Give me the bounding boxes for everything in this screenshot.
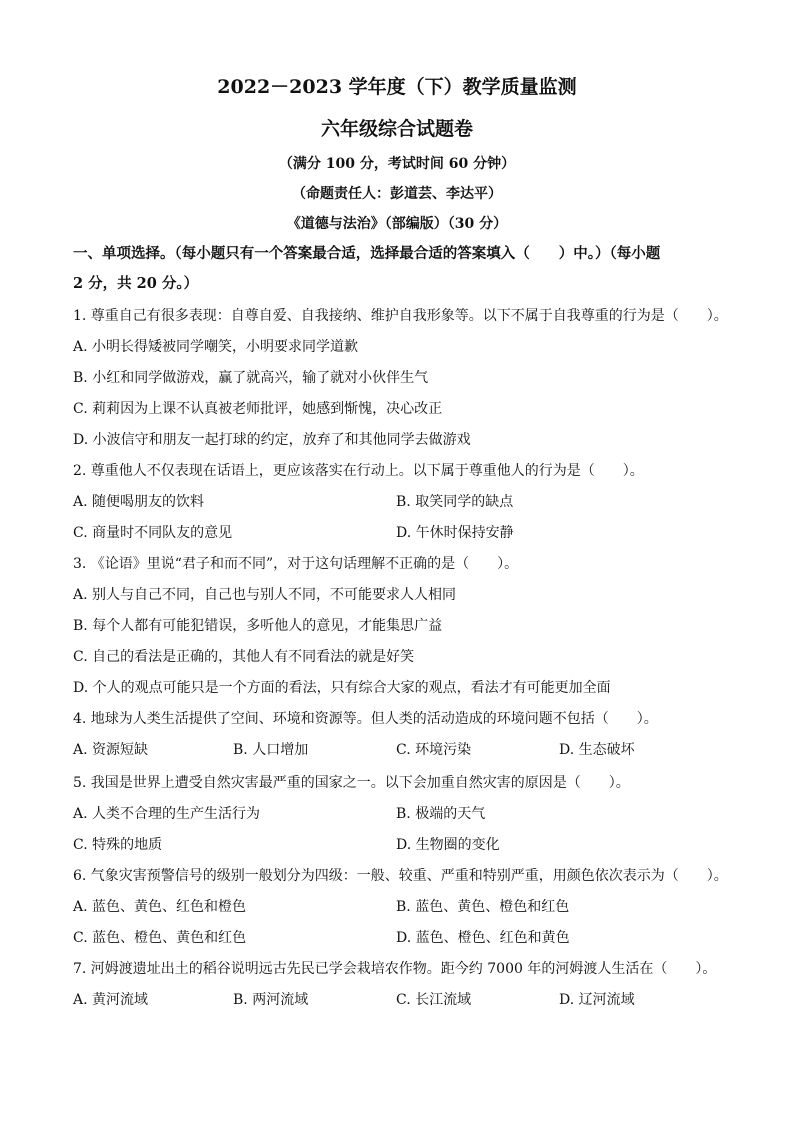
- question-stem: 6. 气象灾害预警信号的级别一般划分为四级：一般、较重、严重和特别严重，用颜色依次表示为（ ）。: [73, 868, 728, 884]
- option: C. 商量时不同队友的意见: [73, 525, 233, 541]
- option: A. 人类不合理的生产生活行为: [73, 806, 261, 822]
- question-stem: 3. 《论语》里说“君子和而不同”，对于这句话理解不正确的是（ ）。: [73, 556, 519, 572]
- option: B. 极端的天气: [396, 806, 486, 822]
- question-stem: 2. 尊重他人不仅表现在话语上，更应该落实在行动上。以下属于尊重他人的行为是（ ）。: [73, 463, 644, 479]
- option-row: [73, 897, 753, 917]
- option: B. 每个人都有可能犯错误，多听他人的意见，才能集思广益: [73, 618, 443, 634]
- responsible-note: （命题责任人：彭道芸、李达平）: [292, 186, 502, 202]
- option-row: [73, 740, 753, 760]
- option: A. 小明长得矮被同学嘲笑，小明要求同学道歉: [73, 339, 359, 355]
- option: D. 蓝色、橙色、红色和黄色: [396, 930, 570, 946]
- option: A. 黄河流域: [73, 992, 149, 1008]
- option: C. 莉莉因为上课不认真被老师批评，她感到惭愧，决心改正: [73, 401, 443, 417]
- question-stem: 4. 地球为人类生活提供了空间、环境和资源等。但人类的活动造成的环境问题不包括（ ）。: [73, 711, 658, 727]
- option: A. 蓝色、黄色、红色和橙色: [73, 899, 247, 915]
- option-row: [73, 835, 753, 855]
- option: A. 资源短缺: [73, 742, 149, 758]
- option: A. 别人与自己不同，自己也与别人不同，不可能要求人人相同: [73, 587, 457, 603]
- option: D. 辽河流域: [559, 992, 635, 1008]
- option-row: [73, 928, 753, 948]
- option-row: [73, 804, 753, 824]
- option: C. 自己的看法是正确的，其他人有不同看法的就是好笑: [73, 649, 415, 665]
- option: D. 个人的观点可能只是一个方面的看法，只有综合大家的观点，看法才有可能更加全面: [73, 680, 611, 696]
- option: B. 小红和同学做游戏，赢了就高兴，输了就对小伙伴生气: [73, 370, 429, 386]
- option: C. 特殊的地质: [73, 837, 163, 853]
- exam-title: 2022－2023 学年度（下）教学质量监测: [217, 76, 577, 98]
- score-time-note: （满分 100 分，考试时间 60 分钟）: [278, 156, 516, 172]
- question-stem: 1. 尊重自己有很多表现：自尊自爱、自我接纳、维护自我形象等。以下不属于自我尊重的行为是（ ）。: [73, 308, 728, 324]
- option: D. 生物圈的变化: [396, 837, 500, 853]
- option: D. 生态破坏: [559, 742, 635, 758]
- section-heading: [73, 239, 733, 299]
- exam-subtitle: 六年级综合试题卷: [320, 118, 473, 140]
- option: B. 取笑同学的缺点: [396, 494, 514, 510]
- section-heading-line2: 2 分，共 20 分。）: [73, 275, 199, 292]
- option: B. 蓝色、黄色、橙色和红色: [396, 899, 570, 915]
- option-row: [73, 492, 753, 512]
- option: C. 蓝色、橙色、黄色和红色: [73, 930, 247, 946]
- option-row: [73, 990, 753, 1010]
- option: C. 环境污染: [396, 742, 472, 758]
- option: D. 小波信守和朋友一起打球的约定，放弃了和其他同学去做游戏: [73, 432, 471, 448]
- question-stem: 5. 我国是世界上遭受自然灾害最严重的国家之一。以下会加重自然灾害的原因是（ ）。: [73, 775, 630, 791]
- option: D. 午休时保持安静: [396, 525, 514, 541]
- option: A. 随便喝朋友的饮料: [73, 494, 205, 510]
- option: B. 两河流域: [233, 992, 309, 1008]
- option: C. 长江流域: [396, 992, 472, 1008]
- option: B. 人口增加: [233, 742, 309, 758]
- option-row: [73, 523, 753, 543]
- section-heading-line1: 一、单项选择。（每小题只有一个答案最合适，选择最合适的答案填入（ ）中。）（每小题: [73, 245, 661, 262]
- question-stem: 7. 河姆渡遗址出土的稻谷说明远古先民已学会栽培农作物。距今约 7000 年的河姆渡人生活在（ ）。: [73, 961, 717, 977]
- subject-heading: 《道德与法治》（部编版）（30 分）: [286, 216, 508, 232]
